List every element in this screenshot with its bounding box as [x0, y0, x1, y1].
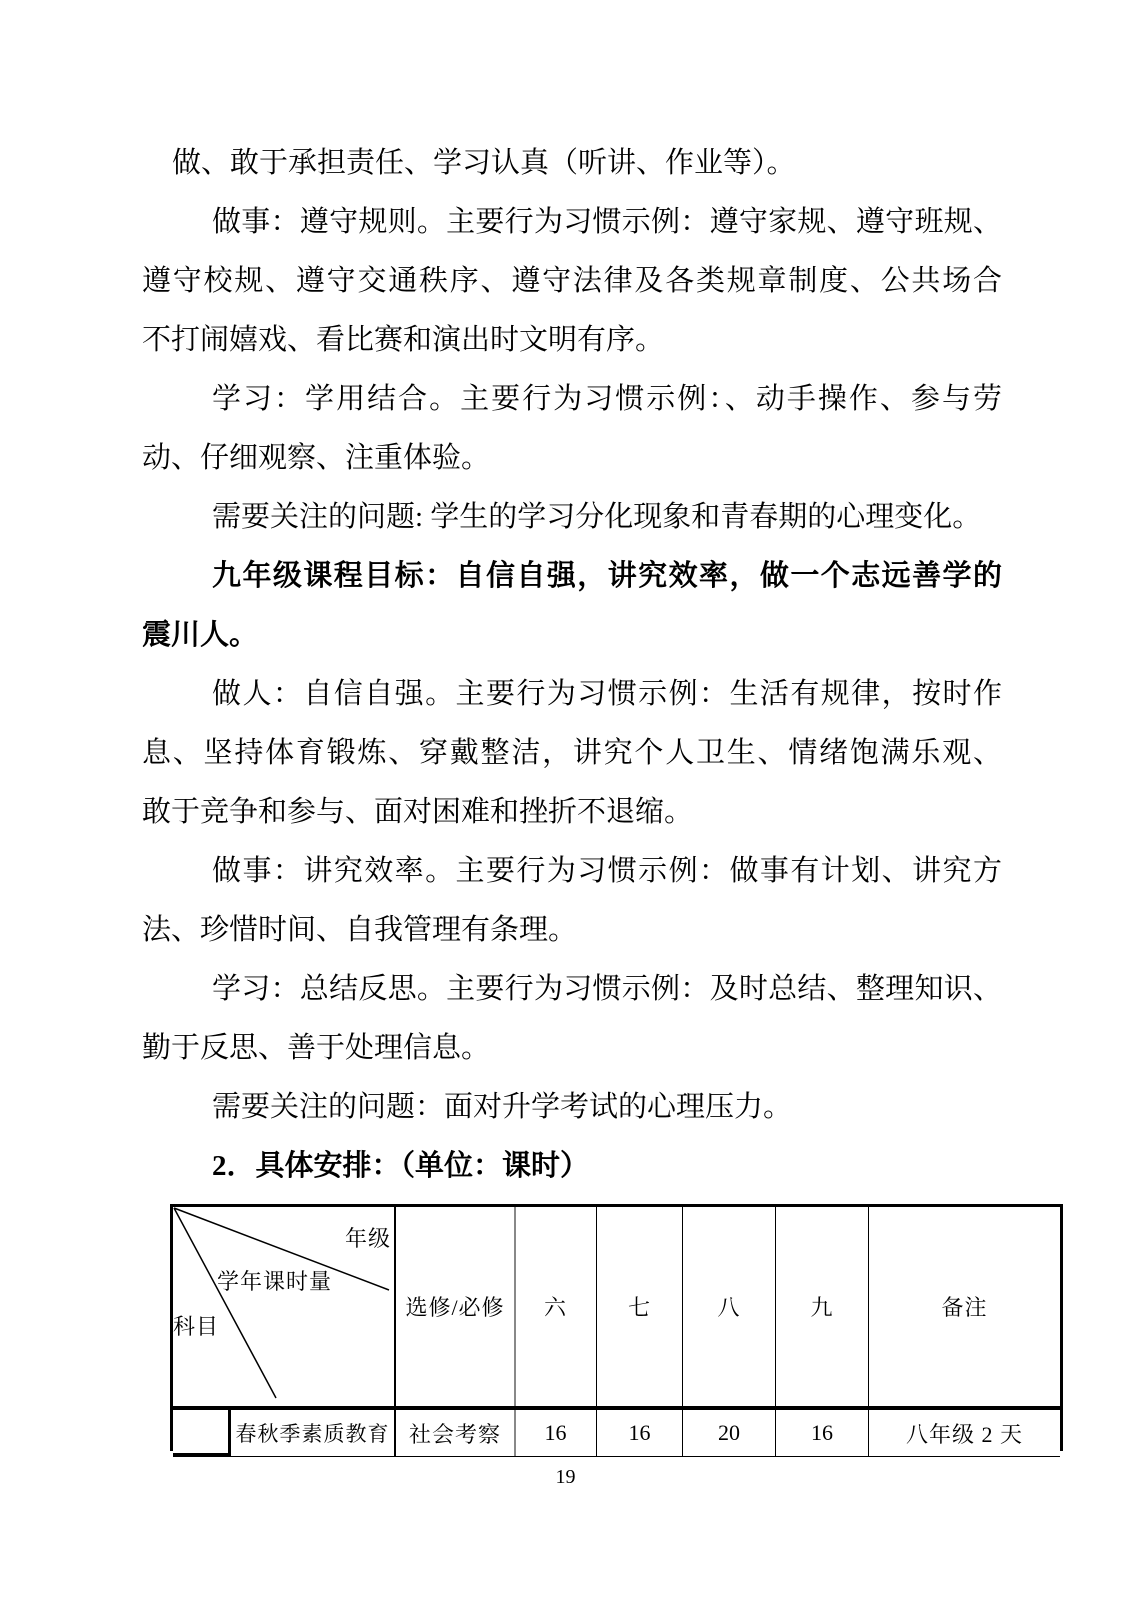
row-bottom-border: [173, 1456, 1060, 1457]
text-line: 不打闹嬉戏、看比赛和演出时文明有序。: [142, 324, 665, 356]
text-line: 做、敢于承担责任、学习认真（听讲、作业等）。: [172, 147, 796, 179]
page-number: 19: [555, 1466, 576, 1488]
corner-cell-bottom-border: [173, 1453, 231, 1457]
text-line: 做事：遵守规则。主要行为习惯示例：遵守家规、遵守班规、: [212, 206, 1002, 238]
header-cell-grade9: 九: [810, 1295, 834, 1320]
diagonal-label-grade: 年级: [345, 1226, 392, 1251]
text-line: 需要关注的问题: 学生的学习分化现象和青春期的心理变化。: [212, 501, 982, 533]
header-cell-grade6: 六: [543, 1295, 567, 1320]
row-cell-grade7: 16: [628, 1420, 651, 1445]
row-cell-grade6: 16: [544, 1420, 567, 1445]
text-line: 学习：学用结合。主要行为习惯示例：、动手操作、参与劳: [212, 383, 1002, 415]
body-text: [142, 134, 1002, 1196]
text-line: 敢于竞争和参与、面对困难和挫折不退缩。: [142, 796, 694, 828]
row-cell-subject: 春秋季素质教育: [235, 1422, 390, 1446]
text-line: 学习：总结反思。主要行为习惯示例：及时总结、整理知识、: [212, 973, 1002, 1005]
text-line: 勤于反思、善于处理信息。: [142, 1032, 491, 1064]
text-line: 遵守校规、遵守交通秩序、遵守法律及各类规章制度、公共场合: [142, 265, 1002, 297]
row-cell-note: 八年级 2 天: [905, 1421, 1023, 1447]
text-line: 动、仔细观察、注重体验。: [142, 442, 491, 474]
text-line: 做事：讲究效率。主要行为习惯示例：做事有计划、讲究方: [212, 855, 1002, 887]
row-cell-grade8: 20: [718, 1420, 740, 1445]
header-cell-elective: 选修/必修: [405, 1295, 505, 1320]
diagonal-label-subject: 科目: [173, 1314, 220, 1339]
text-line: 需要关注的问题：面对升学考试的心理压力。: [212, 1091, 793, 1123]
header-cell-note: 备注: [941, 1295, 988, 1320]
text-line: 法、珍惜时间、自我管理有条理。: [142, 914, 578, 946]
header-cell-grade7: 七: [627, 1295, 651, 1320]
curriculum-table: [170, 1204, 1063, 1451]
header-cell-grade8: 八: [717, 1295, 741, 1320]
text-line: 做人：自信自强。主要行为习惯示例：生活有规律，按时作: [212, 678, 1002, 710]
section-heading: 2．具体安排：（单位：课时）: [212, 1150, 590, 1182]
text-line: 息、坚持体育锻炼、穿戴整洁，讲究个人卫生、情绪饱满乐观、: [142, 737, 1002, 769]
row-cell-grade9: 16: [811, 1420, 833, 1445]
text-line-heading: 九年级课程目标：自信自强，讲究效率，做一个志远善学的: [212, 560, 1002, 592]
diagonal-label-hours: 学年课时量: [217, 1269, 333, 1294]
text-line-heading: 震川人。: [142, 619, 259, 651]
row-cell-type: 社会考察: [408, 1421, 501, 1447]
